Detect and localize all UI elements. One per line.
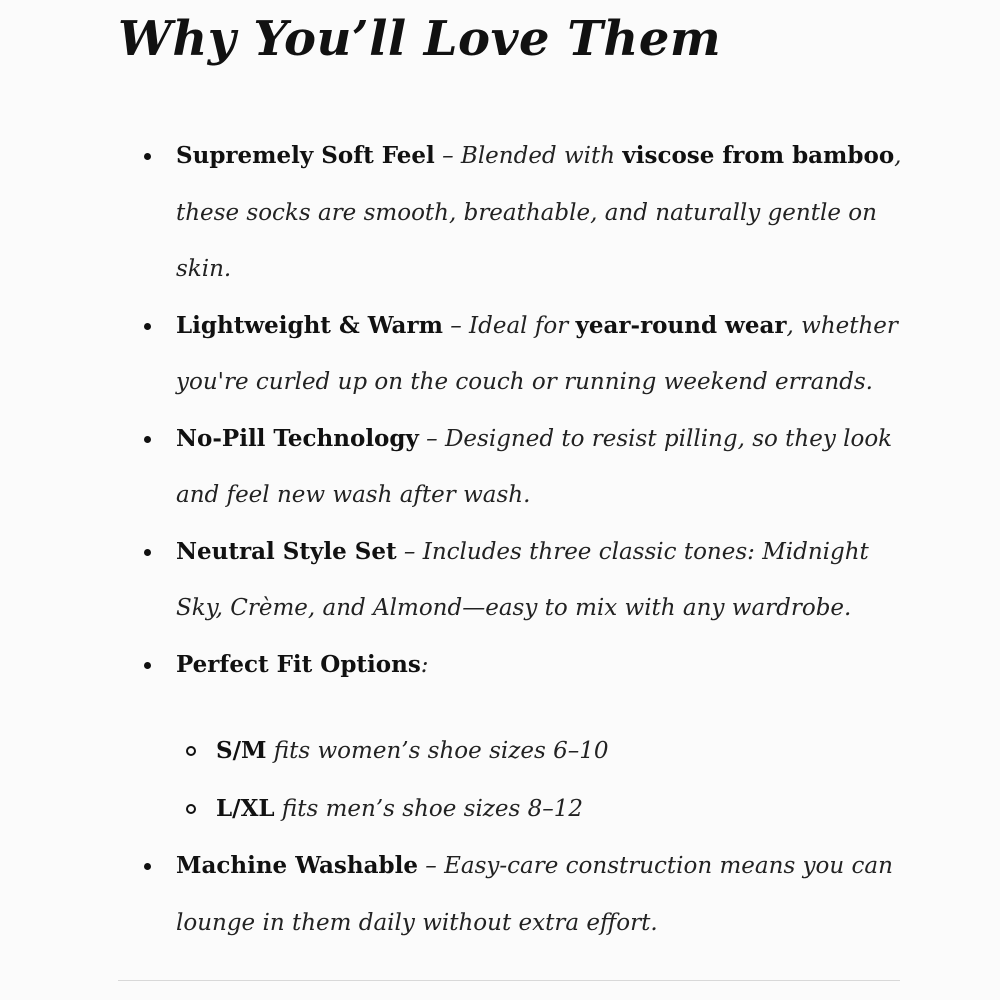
feature-soft-feel	[140, 128, 920, 298]
circle-bullet-icon	[186, 804, 196, 814]
feature-text: :	[420, 651, 429, 678]
feature-text: , whether you're curled up on the couch or running weekend errands.	[176, 312, 898, 395]
feature-text: —easy to mix with any wardrobe.	[462, 595, 852, 621]
size-label: S/M	[216, 737, 267, 764]
page-title: Why You’ll Love Them	[118, 11, 722, 67]
feature-title: Lightweight & Warm	[176, 311, 443, 339]
feature-lightweight	[140, 298, 920, 411]
feature-washable	[140, 838, 920, 951]
feature-no-pill	[140, 411, 920, 524]
size-label: L/XL	[216, 795, 275, 822]
feature-highlight: viscose from bamboo	[622, 142, 895, 169]
feature-fit-options	[140, 637, 920, 839]
feature-highlight: year-round wear	[575, 311, 787, 339]
feature-text: – Includes three classic tones:	[396, 538, 763, 565]
bullet-icon	[144, 323, 151, 330]
color-names: Midnight Sky, Crème, and Almond	[176, 538, 869, 621]
feature-title: No-Pill Technology	[176, 424, 419, 452]
bullet-icon	[144, 662, 151, 669]
divider	[118, 980, 900, 981]
size-item-sm	[176, 722, 920, 780]
feature-style-set	[140, 524, 920, 637]
feature-title: Perfect Fit Options	[176, 650, 421, 678]
circle-bullet-icon	[186, 746, 196, 756]
size-list	[176, 722, 920, 838]
bullet-icon	[144, 863, 151, 870]
size-item-lxl	[176, 780, 920, 838]
bullet-icon	[144, 436, 151, 443]
size-desc: fits men’s shoe sizes 8–12	[274, 796, 584, 822]
feature-title: Supremely Soft Feel	[176, 142, 435, 169]
feature-text: – Easy-care construction means you can lounge in them daily without extra effort.	[176, 853, 893, 936]
size-desc: fits women’s shoe sizes 6–10	[266, 738, 609, 764]
feature-text: – Ideal for	[442, 312, 576, 339]
feature-title: Neutral Style Set	[176, 537, 397, 565]
feature-text: – Blended with	[434, 143, 623, 169]
feature-title: Machine Washable	[176, 852, 418, 879]
feature-text: , these socks are smooth, breathable, and naturally gentle on skin.	[176, 143, 902, 282]
feature-text: – Designed to resist pilling, so they look and feel new wash after wash.	[176, 425, 893, 508]
feature-list	[140, 128, 920, 951]
bullet-icon	[144, 549, 151, 556]
bullet-icon	[144, 153, 151, 160]
